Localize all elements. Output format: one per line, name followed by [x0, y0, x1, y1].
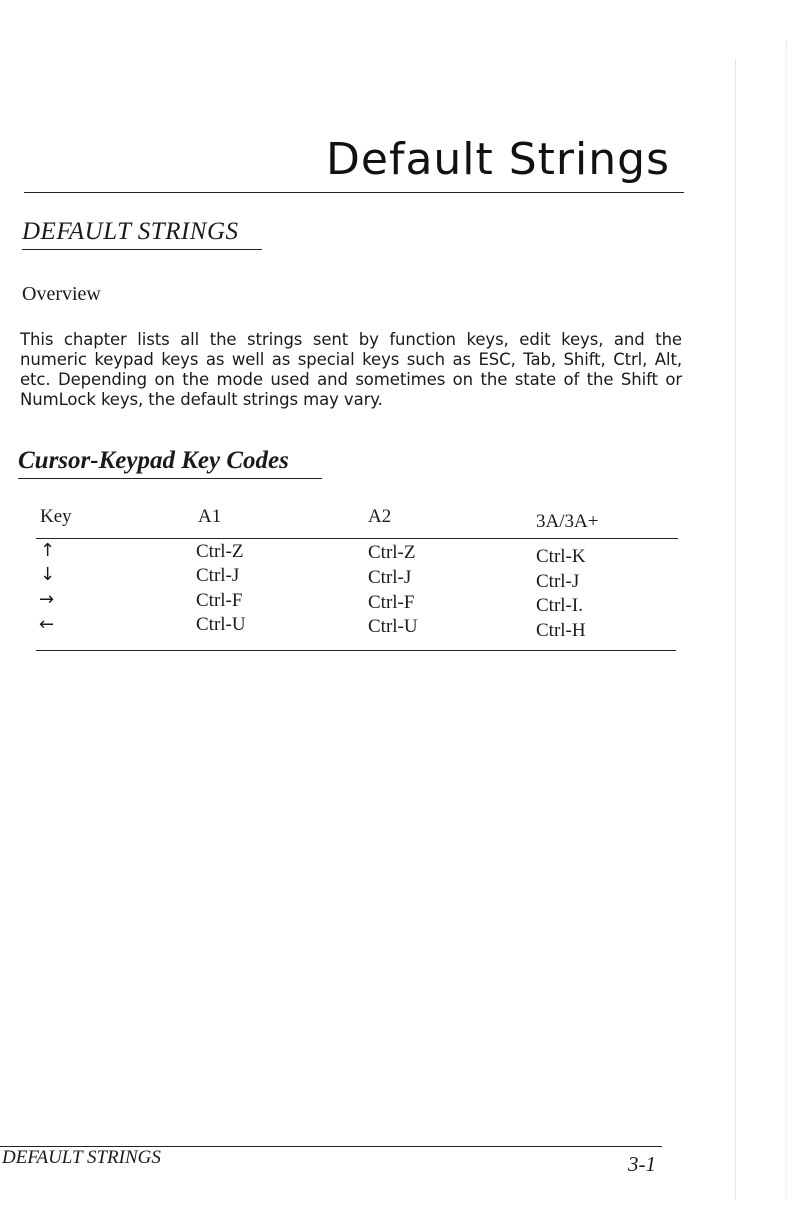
- left-arrow-icon: ←: [39, 614, 55, 635]
- down-arrow-icon: ↓: [40, 564, 56, 585]
- overview-heading: Overview: [22, 283, 101, 305]
- footer-section-label: DEFAULT STRINGS: [2, 1147, 161, 1168]
- title-rule: [24, 192, 684, 193]
- section-heading: DEFAULT STRINGS: [22, 218, 239, 245]
- scan-edge-marks: [735, 60, 736, 1200]
- table-cell: Ctrl-J: [196, 565, 240, 586]
- table-header-rule: [36, 538, 678, 539]
- scan-edge-marks-outer: [786, 40, 787, 1200]
- table-cell: Ctrl-F: [196, 590, 243, 611]
- up-arrow-icon: ↑: [40, 540, 56, 561]
- table-cell: Ctrl-K: [536, 546, 586, 567]
- column-header-3a: 3A/3A+: [536, 511, 599, 532]
- chapter-title: Default Strings: [326, 134, 670, 185]
- table-cell: Ctrl-U: [196, 614, 246, 635]
- table-cell: Ctrl-H: [536, 620, 586, 641]
- table-cell: Ctrl-U: [368, 616, 418, 637]
- page-number: 3-1: [628, 1152, 656, 1176]
- table-cell: Ctrl-Z: [196, 541, 244, 562]
- table-heading-underline: [18, 478, 322, 479]
- table-heading: Cursor-Keypad Key Codes: [18, 447, 289, 474]
- column-header-key: Key: [40, 506, 72, 527]
- table-cell: Ctrl-J: [536, 571, 580, 592]
- table-cell: Ctrl-Z: [368, 542, 416, 563]
- overview-paragraph: This chapter lists all the strings sent by function keys, edit keys, and the numeric keypad keys as well as special keys such as ESC, Tab, Shift, Ctrl, Alt, etc. Depending on the mode used and sometimes on the state of the Shift or NumLock keys, the default strings may vary.: [20, 330, 682, 409]
- column-header-a2: A2: [368, 506, 392, 527]
- table-cell: Ctrl-J: [368, 567, 412, 588]
- column-header-a1: A1: [198, 506, 222, 527]
- table-cell: Ctrl-F: [368, 592, 415, 613]
- section-heading-underline: [22, 249, 262, 250]
- table-cell: Ctrl-I.: [536, 595, 583, 616]
- table-bottom-rule: [36, 650, 676, 651]
- right-arrow-icon: →: [39, 589, 55, 610]
